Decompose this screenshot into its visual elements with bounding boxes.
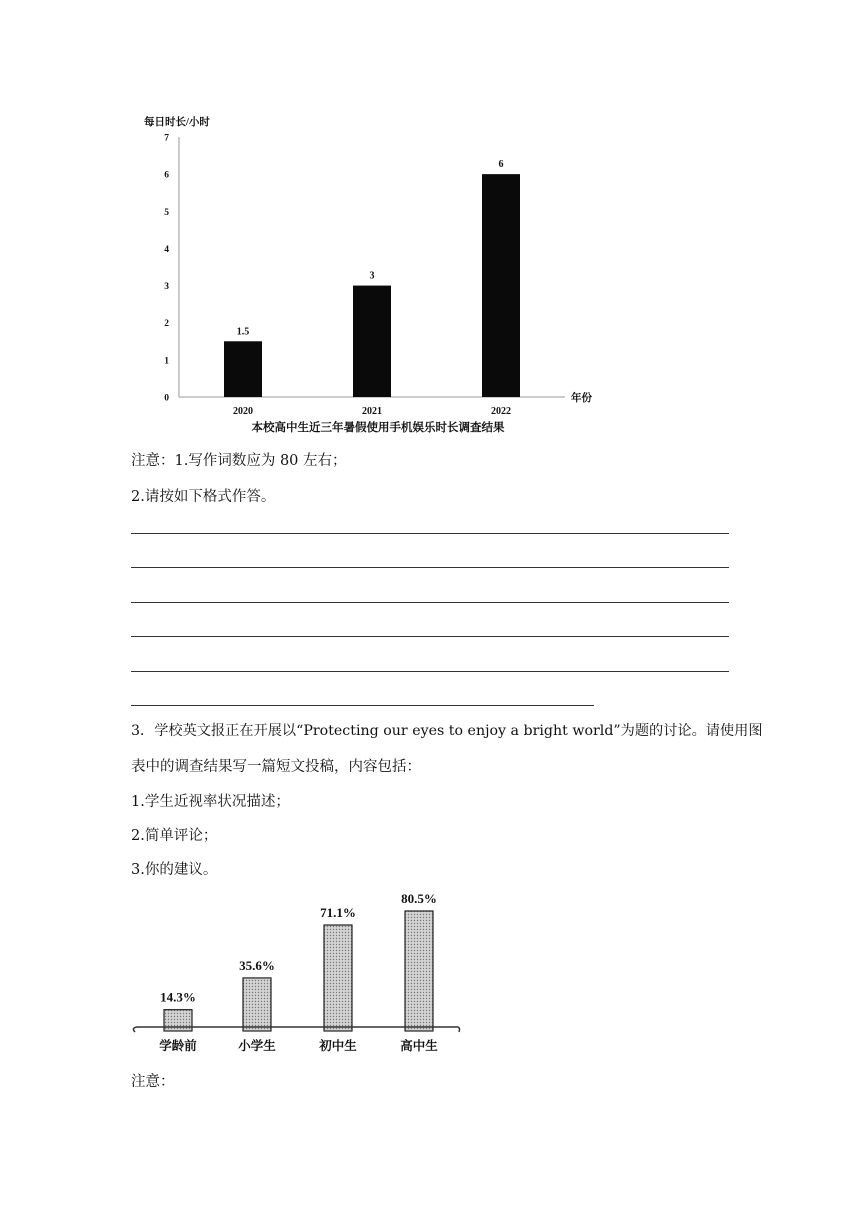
y-tick-label: 7 xyxy=(164,133,169,144)
note-word-count: 注意：1.写作词数应为 80 左右； xyxy=(131,453,347,469)
answer-line-5[interactable] xyxy=(131,671,729,672)
x-tick-label: 2022 xyxy=(491,406,511,417)
y-tick-label: 0 xyxy=(164,393,169,404)
x-axis-label: 年份 xyxy=(571,393,592,404)
question-3-item-2: 2.简单评论； xyxy=(131,828,218,844)
bar-学龄前 xyxy=(164,1010,192,1031)
note-format: 2.请按如下格式作答。 xyxy=(131,489,276,505)
y-tick-label: 2 xyxy=(164,319,169,330)
y-axis-label: 每日时长/小时 xyxy=(144,117,210,128)
y-tick-label: 6 xyxy=(164,170,169,181)
bar-小学生 xyxy=(243,978,271,1031)
bar-高中生 xyxy=(405,911,433,1031)
category-label: 小学生 xyxy=(238,1039,276,1053)
myopia-rate-chart xyxy=(125,880,470,1060)
question-3-item-3: 3.你的建议。 xyxy=(131,862,218,878)
bar-初中生 xyxy=(324,925,352,1031)
y-tick-label: 4 xyxy=(164,244,169,255)
chart-title: 本校高中生近三年暑假使用手机娱乐时长调查结果 xyxy=(251,422,505,434)
bar-2021 xyxy=(353,286,391,397)
bar-value-label: 35.6% xyxy=(239,957,275,973)
y-tick-label: 3 xyxy=(164,282,169,293)
bar-value-label: 3 xyxy=(369,270,375,282)
question-3-item-1: 1.学生近视率状况描述； xyxy=(131,794,290,810)
x-tick-label: 2020 xyxy=(233,406,253,417)
answer-line-1[interactable] xyxy=(131,533,729,534)
question-3-line-1: 3．学校英文报正在开展以“Protecting our eyes to enjoy a bright world”为题的讨论。请使用图 xyxy=(131,723,763,739)
bar-value-label: 1.5 xyxy=(236,326,250,338)
answer-line-6[interactable] xyxy=(131,705,594,706)
usage-hours-chart xyxy=(130,105,630,440)
answer-line-2[interactable] xyxy=(131,567,729,568)
bar-value-label: 71.1% xyxy=(320,905,356,921)
bar-value-label: 80.5% xyxy=(401,891,437,906)
y-tick-label: 5 xyxy=(164,207,169,218)
bar-2022 xyxy=(482,174,520,397)
bar-2020 xyxy=(224,341,262,397)
x-tick-label: 2021 xyxy=(362,406,382,417)
category-label: 学龄前 xyxy=(159,1039,197,1053)
category-label: 初中生 xyxy=(319,1039,357,1053)
bar-value-label: 6 xyxy=(498,159,504,171)
answer-line-4[interactable] xyxy=(131,636,729,637)
bar-value-label: 14.3% xyxy=(160,989,196,1005)
note-2-label: 注意： xyxy=(131,1074,175,1090)
category-label: 高中生 xyxy=(400,1039,438,1053)
question-3-line-2: 表中的调查结果写一篇短文投稿，内容包括： xyxy=(131,759,421,775)
answer-line-3[interactable] xyxy=(131,602,729,603)
y-tick-label: 1 xyxy=(164,356,169,367)
